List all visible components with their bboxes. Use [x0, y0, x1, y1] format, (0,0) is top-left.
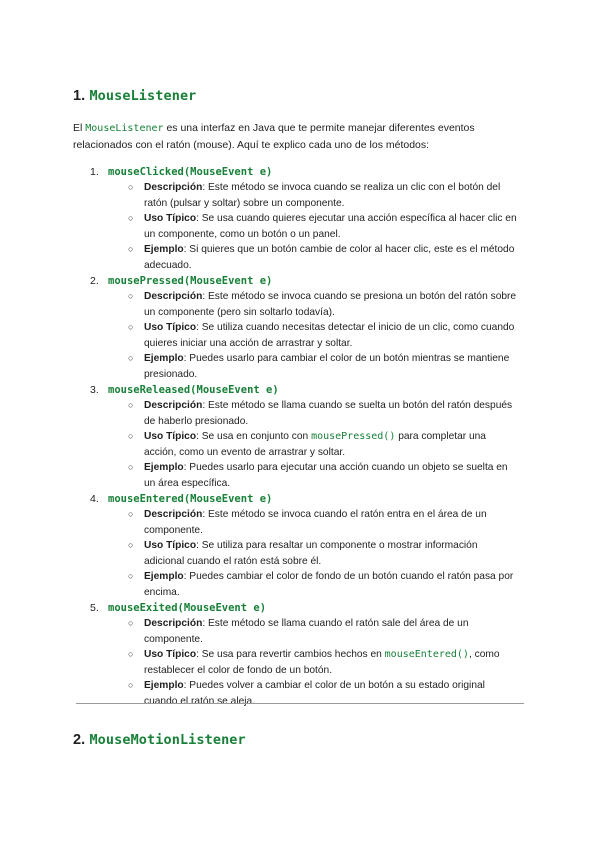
detail-item [90, 211, 520, 242]
method-number: 5. [90, 602, 99, 614]
detail-label: Uso Típico [144, 213, 197, 224]
hollow-bullet-icon: ○ [128, 649, 134, 659]
method-signature-code: mouseClicked(MouseEvent e) [108, 166, 273, 178]
method-signature-code: mouseExited(MouseEvent e) [108, 602, 267, 614]
detail-label: Uso Típico [144, 540, 197, 551]
detail-text: : Este método se llama cuando el ratón sale del área de un componente. [144, 618, 469, 645]
detail-text: : Se utiliza para resaltar un componente o mostrar información adicional cuando el ratón está sobre él. [144, 540, 478, 567]
detail-label: Ejemplo [144, 244, 184, 255]
detail-item [90, 569, 520, 600]
method-list-item [90, 491, 530, 600]
section-heading-mousemotionlistener [73, 732, 246, 748]
detail-label: Uso Típico [144, 431, 197, 442]
detail-text-continued: , como restablecer el color de fondo de un botón. [144, 649, 500, 676]
method-details-list [90, 616, 530, 709]
detail-text: : Se usa para revertir cambios hechos en [196, 649, 385, 660]
detail-text: : Este método se invoca cuando se presiona un botón del ratón sobre un componente (pero sin soltarlo todavía). [144, 291, 517, 318]
section-number: 2. [73, 732, 86, 748]
detail-label: Descripción [144, 618, 203, 629]
hollow-bullet-icon: ○ [128, 431, 134, 441]
hollow-bullet-icon: ○ [128, 353, 134, 363]
hollow-bullet-icon: ○ [128, 182, 134, 192]
hollow-bullet-icon: ○ [128, 680, 134, 690]
method-details-list [90, 507, 530, 600]
detail-label: Descripción [144, 400, 203, 411]
detail-item [90, 647, 520, 678]
detail-text: : Este método se llama cuando se suelta un botón del ratón después de haberlo presionado. [144, 400, 513, 427]
detail-item [90, 460, 520, 491]
detail-text: : Se usa cuando quieres ejecutar una acción específica al hacer clic en un componente, como un botón o un panel. [144, 213, 517, 240]
detail-label: Uso Típico [144, 649, 197, 660]
hollow-bullet-icon: ○ [128, 509, 134, 519]
method-heading [90, 600, 530, 616]
intro-paragraph [73, 120, 533, 153]
method-details-list [90, 289, 530, 382]
detail-label: Uso Típico [144, 322, 197, 333]
intro-prefix: El [73, 122, 86, 134]
detail-text: : Se usa en conjunto con [196, 431, 312, 442]
hollow-bullet-icon: ○ [128, 462, 134, 472]
detail-text: : Este método se invoca cuando el ratón entra en el área de un componente. [144, 509, 487, 536]
section-title-code: MouseListener [89, 88, 197, 104]
section-heading-mouselistener [73, 88, 196, 104]
methods-list [90, 164, 530, 709]
method-list-item [90, 382, 530, 491]
detail-text: : Este método se invoca cuando se realiza un clic con el botón del ratón (pulsar y soltar) sobre un componente. [144, 182, 501, 209]
method-details-list [90, 398, 530, 491]
detail-text: : Puedes usarlo para ejecutar una acción cuando un objeto se suelta en un área específica. [144, 462, 508, 489]
section-number: 1. [73, 88, 86, 104]
detail-item [90, 289, 520, 320]
method-heading [90, 491, 530, 507]
method-signature-code: mousePressed(MouseEvent e) [108, 275, 273, 287]
method-list-item [90, 273, 530, 382]
method-number: 3. [90, 384, 99, 396]
hollow-bullet-icon: ○ [128, 571, 134, 581]
detail-inline-code: mouseEntered() [384, 649, 469, 660]
detail-item [90, 538, 520, 569]
detail-item [90, 678, 520, 709]
method-number: 2. [90, 275, 99, 287]
method-heading [90, 273, 530, 289]
method-list-item [90, 164, 530, 273]
detail-label: Ejemplo [144, 680, 184, 691]
detail-text: : Se utiliza cuando necesitas detectar el inicio de un clic, como cuando quieres iniciar una acción de arrastrar y soltar. [144, 322, 515, 349]
detail-label: Descripción [144, 509, 203, 520]
detail-item [90, 398, 520, 429]
hollow-bullet-icon: ○ [128, 291, 134, 301]
method-list-item [90, 600, 530, 709]
detail-text-continued: para completar una acción, como un evento de arrastrar y soltar. [144, 431, 486, 458]
detail-item [90, 616, 520, 647]
detail-item [90, 320, 520, 351]
hollow-bullet-icon: ○ [128, 322, 134, 332]
hollow-bullet-icon: ○ [128, 540, 134, 550]
detail-text: : Si quieres que un botón cambie de color al hacer clic, este es el método adecuado. [144, 244, 515, 271]
detail-label: Ejemplo [144, 462, 184, 473]
detail-text: : Puedes usarlo para cambiar el color de un botón mientras se mantiene presionado. [144, 353, 510, 380]
method-heading [90, 164, 530, 180]
detail-label: Descripción [144, 291, 203, 302]
method-details-list [90, 180, 530, 273]
detail-label: Descripción [144, 182, 203, 193]
detail-label: Ejemplo [144, 571, 184, 582]
method-heading [90, 382, 530, 398]
intro-suffix: es una interfaz en Java que te permite manejar diferentes eventos relacionados con el ratón (mouse). Aquí te explico cada uno de los métodos: [73, 122, 475, 151]
detail-text: : Puedes cambiar el color de fondo de un botón cuando el ratón pasa por encima. [144, 571, 514, 598]
hollow-bullet-icon: ○ [128, 400, 134, 410]
method-signature-code: mouseReleased(MouseEvent e) [108, 384, 279, 396]
detail-item [90, 429, 520, 460]
detail-item [90, 180, 520, 211]
hollow-bullet-icon: ○ [128, 618, 134, 628]
detail-text: : Puedes volver a cambiar el color de un botón a su estado original cuando el ratón se aleja. [144, 680, 485, 707]
section-divider [76, 703, 524, 704]
method-number: 1. [90, 166, 99, 178]
detail-item [90, 351, 520, 382]
section-title-code: MouseMotionListener [89, 732, 246, 748]
hollow-bullet-icon: ○ [128, 213, 134, 223]
intro-inline-code: MouseListener [85, 123, 164, 134]
method-signature-code: mouseEntered(MouseEvent e) [108, 493, 273, 505]
detail-label: Ejemplo [144, 353, 184, 364]
method-number: 4. [90, 493, 99, 505]
hollow-bullet-icon: ○ [128, 244, 134, 254]
detail-item [90, 242, 520, 273]
detail-inline-code: mousePressed() [311, 431, 396, 442]
detail-item [90, 507, 520, 538]
